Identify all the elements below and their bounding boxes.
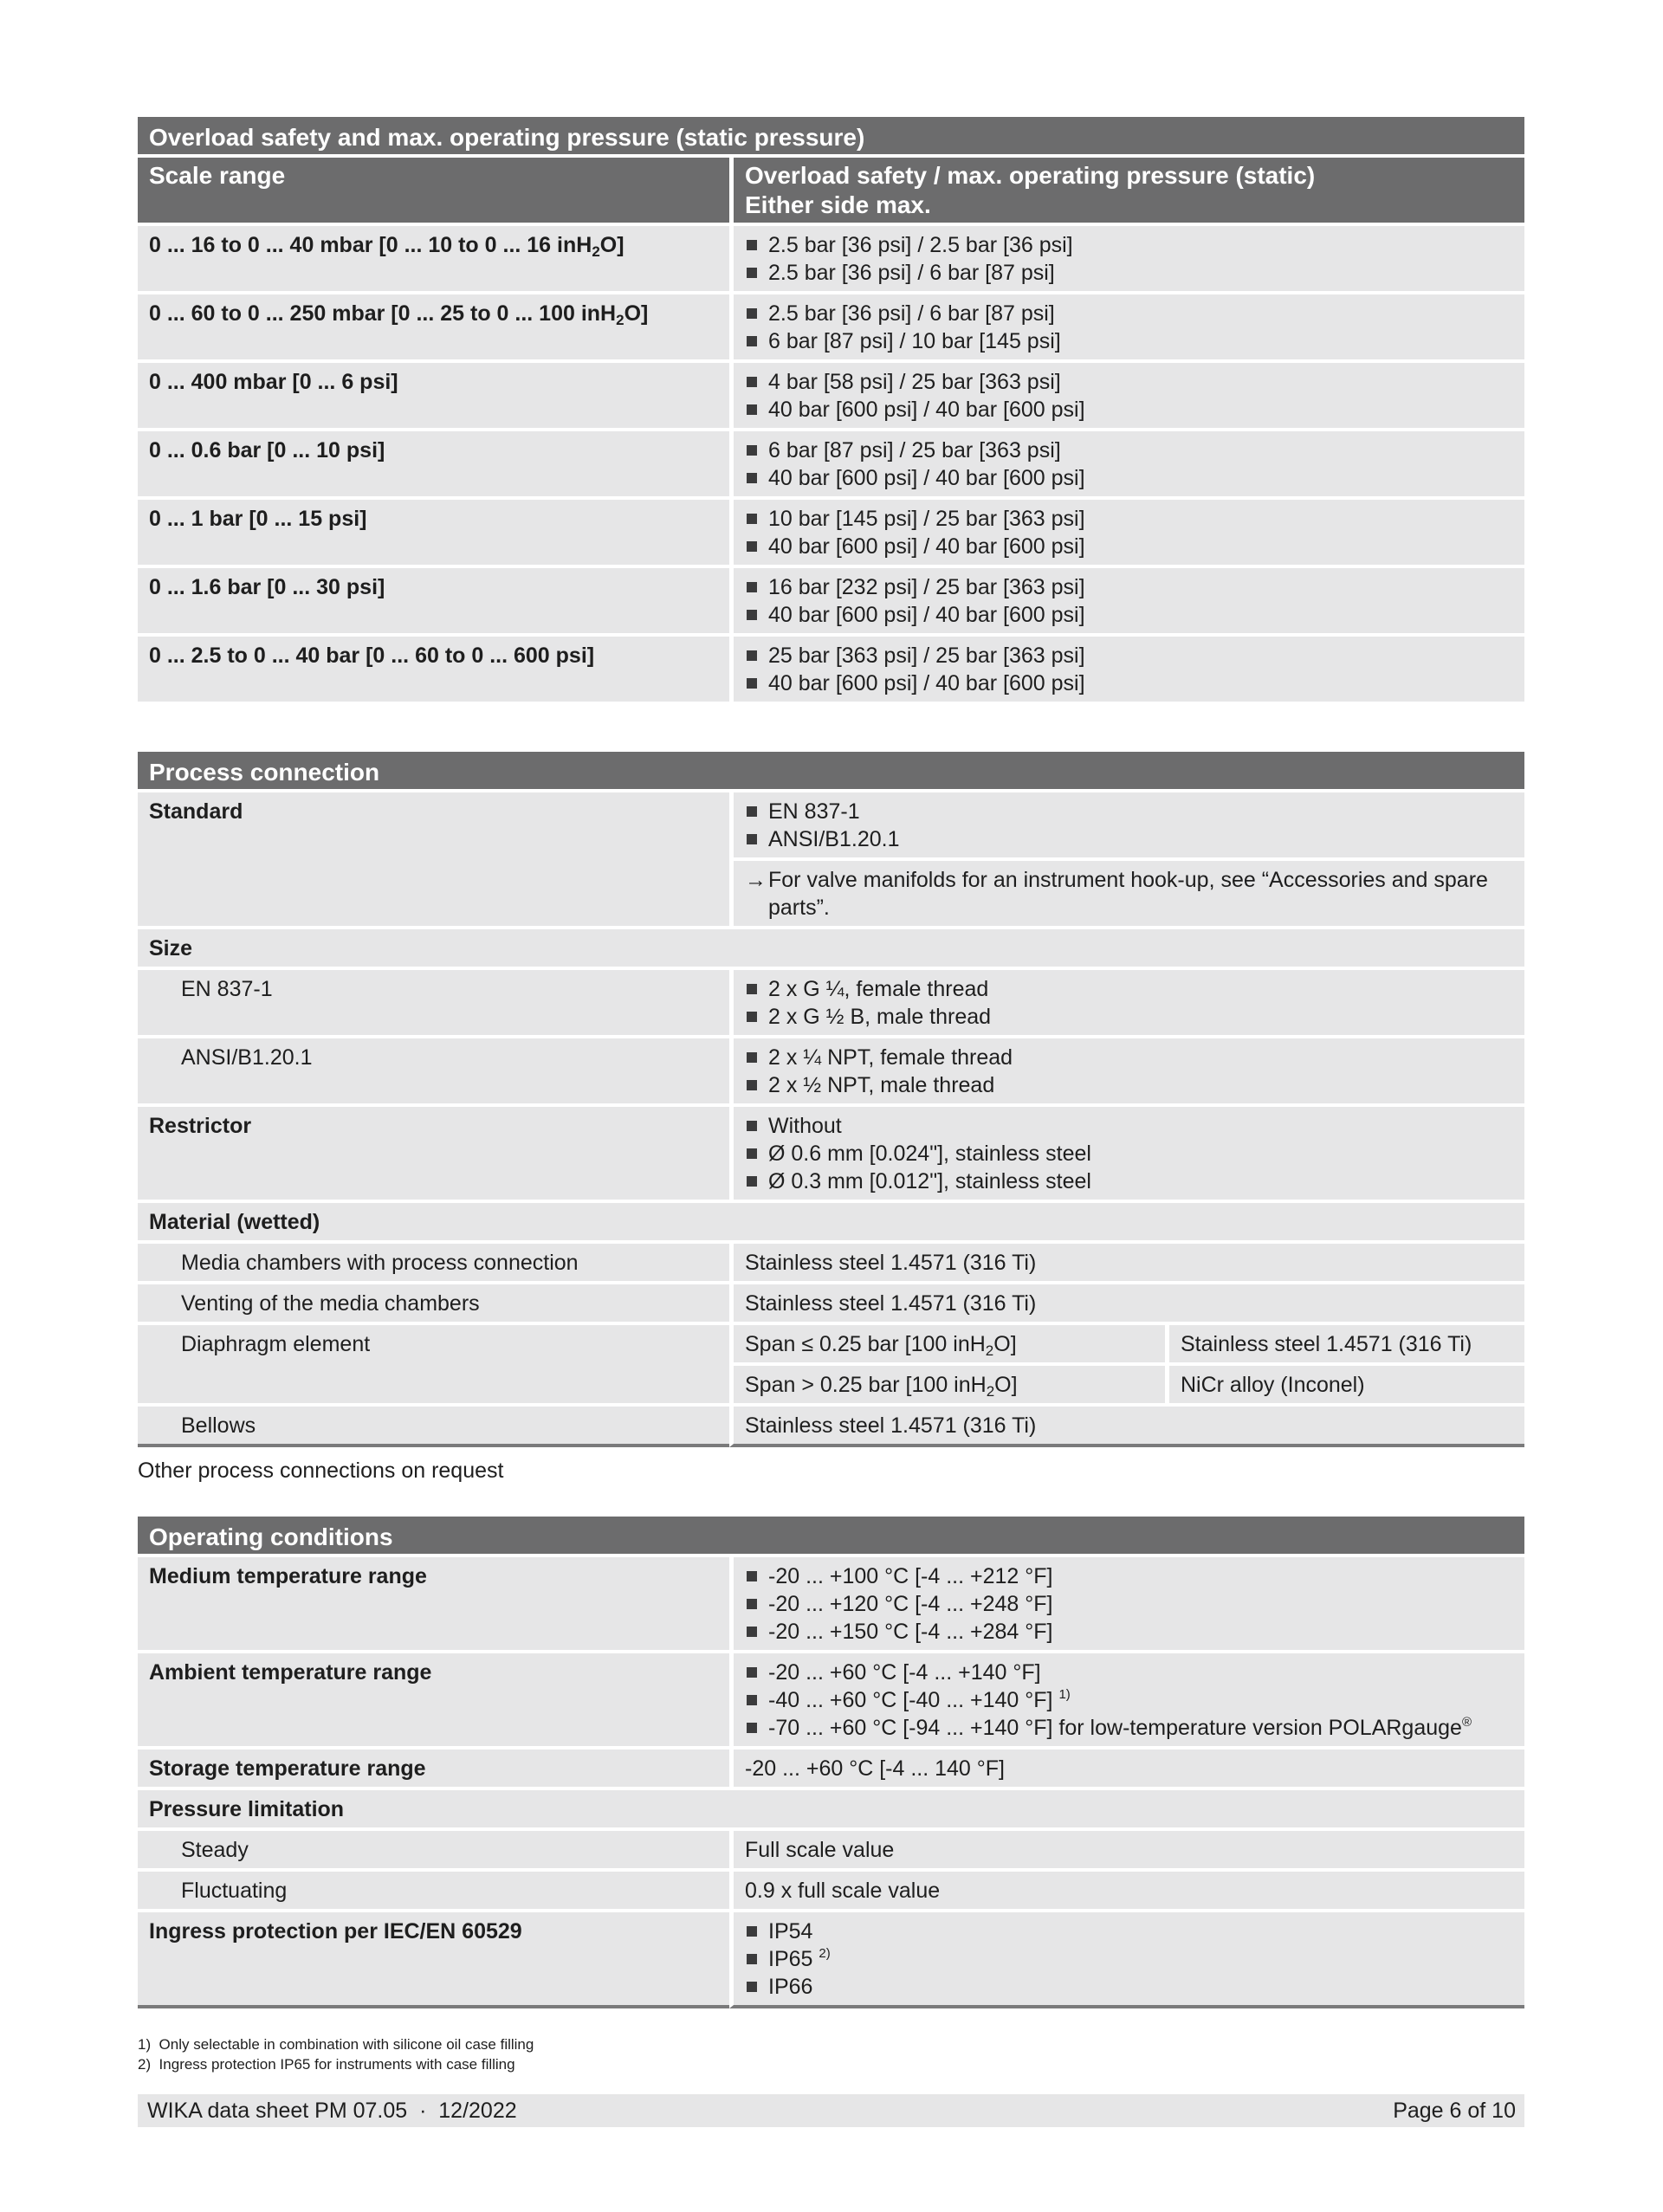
storage-temp-value: -20 ... +60 °C [-4 ... 140 °F] [729,1750,1524,1790]
list-item: 6 bar [87 psi] / 10 bar [145 psi] [745,327,1513,355]
overload-value-cell [729,637,1524,705]
storage-temp-label: Storage temperature range [138,1750,729,1790]
bellows-value: Stainless steel 1.4571 (316 Ti) [729,1407,1524,1447]
process-title: Process connection [138,752,1524,792]
restrictor-label: Restrictor [138,1107,729,1203]
span-large-value: NiCr alloy (Inconel) [1165,1366,1524,1407]
overload-table [138,117,1524,705]
scale-range-cell: 0 ... 60 to 0 ... 250 mbar [0 ... 25 to 0 ... 100 inH$_2$O] [138,294,729,363]
list-item: 2.5 bar [36 psi] / 6 bar [87 psi] [745,259,1513,287]
footnote-1: 1) Only selectable in combination with silicone oil case filling [138,2036,534,2053]
list-item: 2 x G ½ B, male thread [745,1003,1513,1031]
footer-doc-id: WIKA data sheet PM 07.05 · 12/2022 [147,2098,517,2123]
overload-header-line1: Overload safety / max. operating pressure (static) [745,162,1316,189]
arrow-icon: → [745,868,767,892]
scale-range-cell: 0 ... 1 bar [0 ... 15 psi] [138,500,729,568]
list-item: -40 ... +60 °C [-40 ... +140 °F] $^{1)}$ [745,1686,1513,1714]
restrictor-value [729,1107,1524,1203]
standard-note: → For valve manifolds for an instrument hook-up, see “Accessories and spare parts”. [729,861,1524,929]
venting-label: Venting of the media chambers [138,1284,729,1325]
list-item: IP65 $^{2)}$ [745,1945,1513,1973]
overload-title: Overload safety and max. operating pressure (static pressure) [138,117,1524,158]
diaphragm-label: Diaphragm element [138,1325,729,1407]
standard-value [729,792,1524,861]
ingress-value [729,1912,1524,2008]
scale-range-cell: 0 ... 0.6 bar [0 ... 10 psi] [138,431,729,500]
medium-temp-value [729,1557,1524,1653]
overload-value-cell [729,431,1524,500]
scale-range-cell: 0 ... 1.6 bar [0 ... 30 psi] [138,568,729,637]
fluctuating-label: Fluctuating [138,1872,729,1912]
table-row [138,363,1524,431]
list-item: 40 bar [600 psi] / 40 bar [600 psi] [745,533,1513,560]
scale-range-cell: 0 ... 16 to 0 ... 40 mbar [0 ... 10 to 0 ... 16 inH$_2$O] [138,226,729,294]
table-row [138,294,1524,363]
operating-conditions-table [138,1517,1524,2008]
span-small-value: Stainless steel 1.4571 (316 Ti) [1165,1325,1524,1366]
list-item: IP54 [745,1918,1513,1945]
list-item: Ø 0.3 mm [0.012"], stainless steel [745,1167,1513,1195]
list-item: ANSI/B1.20.1 [745,825,1513,853]
list-item: 40 bar [600 psi] / 40 bar [600 psi] [745,601,1513,629]
table-row [138,637,1524,705]
list-item: 2 x ½ NPT, male thread [745,1071,1513,1099]
overload-header-line2: Either side max. [745,191,931,218]
list-item: -20 ... +120 °C [-4 ... +248 °F] [745,1590,1513,1618]
bellows-label: Bellows [138,1407,729,1447]
scale-range-cell: 0 ... 2.5 to 0 ... 40 bar [0 ... 60 to 0 ... 600 psi] [138,637,729,705]
list-item: 2.5 bar [36 psi] / 2.5 bar [36 psi] [745,231,1513,259]
size-label: Size [138,929,1524,970]
scale-range-header: Scale range [138,158,729,226]
media-value: Stainless steel 1.4571 (316 Ti) [729,1244,1524,1284]
overload-value-cell [729,500,1524,568]
process-note: Other process connections on request [138,1458,504,1483]
table-row [138,226,1524,294]
material-label: Material (wetted) [138,1203,1524,1244]
list-item: 40 bar [600 psi] / 40 bar [600 psi] [745,396,1513,424]
size-en-label: EN 837-1 [138,970,729,1038]
footnote-2: 2) Ingress protection IP65 for instruments with case filling [138,2056,515,2073]
table-row [138,500,1524,568]
list-item: 16 bar [232 psi] / 25 bar [363 psi] [745,573,1513,601]
page-content [138,117,1524,2074]
list-item: 25 bar [363 psi] / 25 bar [363 psi] [745,642,1513,669]
list-item: 10 bar [145 psi] / 25 bar [363 psi] [745,505,1513,533]
operating-title: Operating conditions [138,1517,1524,1557]
list-item: -20 ... +150 °C [-4 ... +284 °F] [745,1618,1513,1646]
footer-page-number: Page 6 of 10 [1393,2098,1516,2123]
overload-value-cell [729,226,1524,294]
ingress-label: Ingress protection per IEC/EN 60529 [138,1912,729,2008]
ambient-temp-label: Ambient temperature range [138,1653,729,1750]
list-item: 2 x G ¼, female thread [745,975,1513,1003]
media-label: Media chambers with process connection [138,1244,729,1284]
overload-value-cell [729,294,1524,363]
table-row [138,568,1524,637]
list-item: EN 837-1 [745,798,1513,825]
scale-range-cell: 0 ... 400 mbar [0 ... 6 psi] [138,363,729,431]
list-item: Ø 0.6 mm [0.024"], stainless steel [745,1140,1513,1167]
list-item: -70 ... +60 °C [-94 ... +140 °F] for low-temperature version POLARgauge® [745,1714,1513,1742]
pressure-limitation-label: Pressure limitation [138,1790,1524,1831]
page-footer [138,2094,1524,2127]
overload-value-cell [729,568,1524,637]
list-item: 6 bar [87 psi] / 25 bar [363 psi] [745,437,1513,464]
fluctuating-value: 0.9 x full scale value [729,1872,1524,1912]
standard-label: Standard [138,792,729,929]
size-en-value [729,970,1524,1038]
list-item: 40 bar [600 psi] / 40 bar [600 psi] [745,669,1513,697]
size-ansi-label: ANSI/B1.20.1 [138,1038,729,1107]
overload-header [729,158,1524,226]
span-large-label: Span > 0.25 bar [100 inH$_2$O] [729,1366,1165,1407]
list-item: 40 bar [600 psi] / 40 bar [600 psi] [745,464,1513,492]
list-item: IP66 [745,1973,1513,2001]
span-small-label: Span ≤ 0.25 bar [100 inH$_2$O] [729,1325,1165,1366]
list-item: 2 x ¼ NPT, female thread [745,1044,1513,1071]
footnotes [138,2034,1524,2074]
table-row [138,431,1524,500]
overload-value-cell [729,363,1524,431]
size-ansi-value [729,1038,1524,1107]
ambient-temp-value [729,1653,1524,1750]
list-item: 2.5 bar [36 psi] / 6 bar [87 psi] [745,300,1513,327]
list-item: -20 ... +100 °C [-4 ... +212 °F] [745,1562,1513,1590]
list-item: 4 bar [58 psi] / 25 bar [363 psi] [745,368,1513,396]
list-item: -20 ... +60 °C [-4 ... +140 °F] [745,1659,1513,1686]
steady-label: Steady [138,1831,729,1872]
medium-temp-label: Medium temperature range [138,1557,729,1653]
venting-value: Stainless steel 1.4571 (316 Ti) [729,1284,1524,1325]
steady-value: Full scale value [729,1831,1524,1872]
list-item: Without [745,1112,1513,1140]
process-connection-table [138,752,1524,1447]
